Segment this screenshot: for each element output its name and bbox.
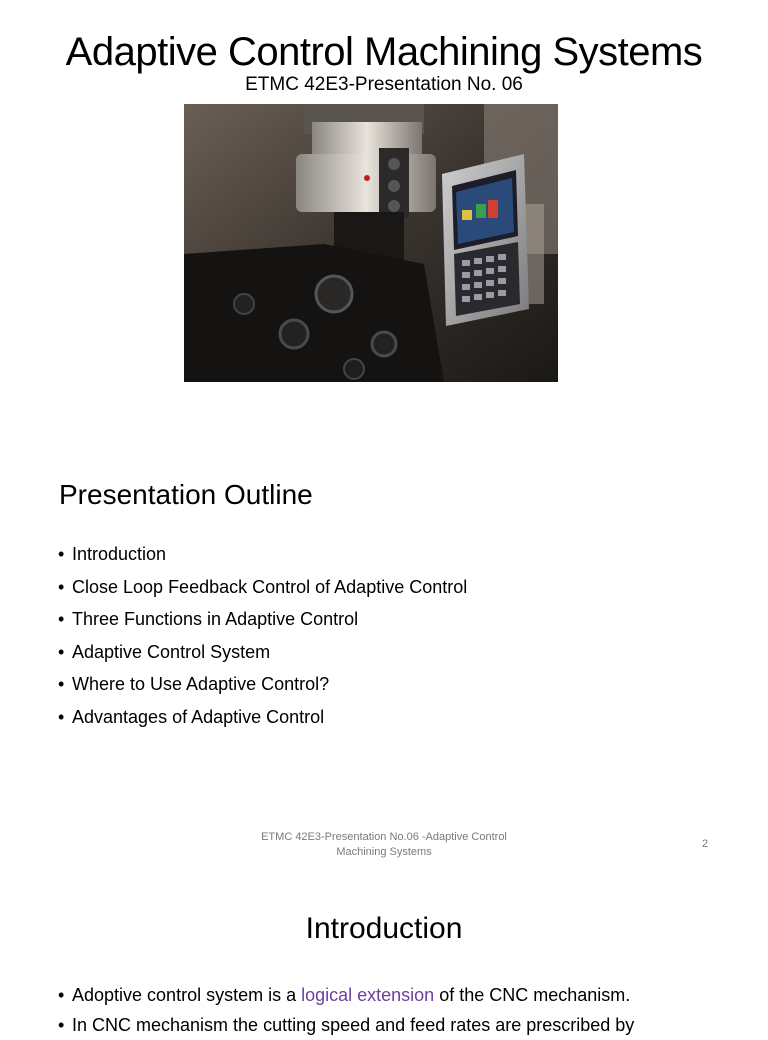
cnc-machine-photo	[184, 104, 558, 382]
list-item: • Three Functions in Adaptive Control	[58, 603, 467, 636]
slide-footer	[234, 830, 534, 860]
bullet-icon: •	[58, 641, 65, 662]
list-item: • In CNC mechanism the cutting speed and feed rates are prescribed by	[58, 1010, 634, 1040]
bullet-icon: •	[58, 674, 65, 694]
slide-subtitle: ETMC 42E3-Presentation No. 06	[245, 74, 523, 95]
list-item: • Close Loop Feedback Control of Adaptive Control	[58, 571, 467, 604]
bullet-icon: •	[58, 544, 65, 564]
list-item: • Introduction	[58, 538, 467, 571]
list-item: • Adoptive control system is a logical extension of the CNC mechanism.	[58, 980, 634, 1010]
footer-line: Machining Systems	[336, 846, 432, 858]
list-item: • Advantages of Adaptive Control	[58, 701, 467, 734]
bullet-icon: •	[58, 609, 65, 629]
footer-line: ETMC 42E3-Presentation No.06 -Adaptive Control	[261, 831, 507, 843]
page-number: 2	[702, 838, 709, 850]
outline-title: Presentation Outline	[59, 479, 313, 510]
introduction-title: Introduction	[305, 912, 463, 945]
list-item: • Where to Use Adaptive Control?	[58, 668, 467, 701]
logical-extension-link[interactable]: logical extension	[301, 985, 435, 1005]
slide-title: Adaptive Control Machining Systems	[65, 30, 703, 74]
bullet-icon: •	[58, 1015, 65, 1035]
bullet-icon: •	[58, 985, 65, 1005]
outline-list	[58, 538, 467, 733]
bullet-icon: •	[58, 576, 65, 597]
list-item: • Adaptive Control System	[58, 636, 467, 669]
introduction-list	[58, 980, 634, 1040]
bullet-icon: •	[58, 706, 65, 727]
